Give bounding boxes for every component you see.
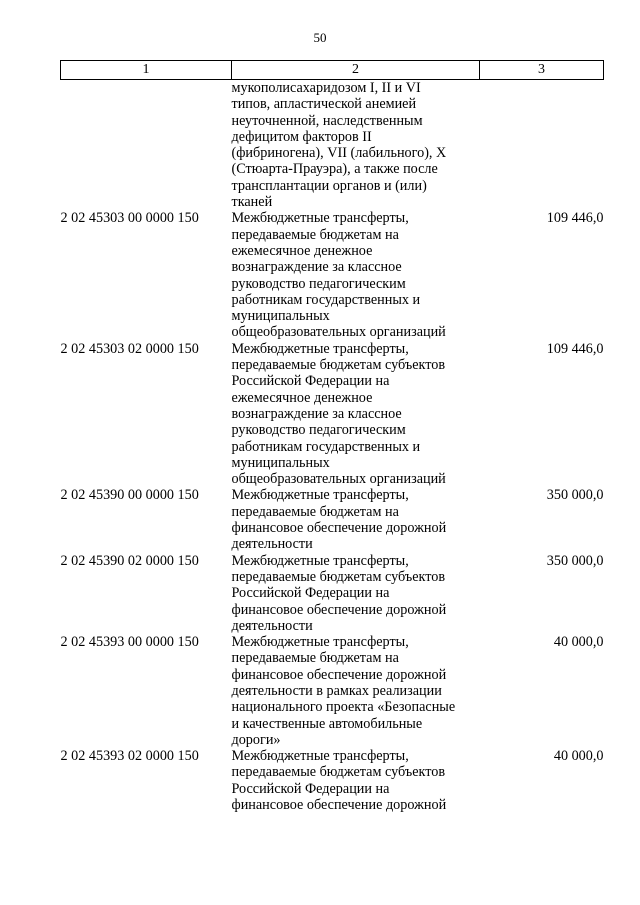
table-row (61, 553, 604, 634)
amount-cell: 40 000,0 (553, 748, 604, 765)
description-line: Межбюджетные трансферты, (231, 634, 409, 651)
description-line: Межбюджетные трансферты, (231, 748, 409, 765)
description-line: дефицитом факторов II (231, 128, 372, 145)
description-line: дороги» (231, 731, 281, 748)
description-line: передаваемые бюджетам на (231, 226, 399, 243)
description-line: работникам государственных и (231, 291, 421, 308)
page-number: 50 (313, 30, 327, 45)
description-line: деятельности в рамках реализации (231, 682, 442, 699)
description-line: муниципальных (231, 454, 330, 471)
amount-cell (480, 80, 604, 211)
table-row (61, 341, 604, 488)
description-cell (232, 487, 480, 552)
description-line: типов, апластической анемией (231, 96, 417, 113)
description-cell (232, 341, 480, 488)
budget-code-cell: 2 02 45303 00 0000 150 (60, 210, 199, 227)
description-line: Межбюджетные трансферты, (231, 487, 409, 504)
description-line: общеобразовательных организаций (231, 324, 446, 341)
description-line: передаваемые бюджетам субъектов (231, 764, 446, 781)
description-line: и качественные автомобильные (231, 715, 423, 732)
budget-code-cell: 2 02 45303 02 0000 150 (60, 340, 199, 357)
description-line: ежемесячное денежное (231, 389, 373, 406)
description-line: деятельности (231, 617, 313, 634)
budget-code-cell: 2 02 45393 02 0000 150 (60, 748, 199, 765)
description-line: (фибриногена), VII (лабильного), X (231, 145, 447, 162)
description-cell (232, 80, 480, 211)
description-line: Российской Федерации на (231, 585, 390, 602)
description-cell (232, 748, 480, 813)
budget-table (60, 60, 604, 813)
amount-cell: 350 000,0 (546, 552, 604, 569)
description-line: вознаграждение за классное (231, 259, 402, 276)
table-row (61, 487, 604, 552)
description-line: работникам государственных и (231, 438, 421, 455)
budget-code-cell: 2 02 45390 00 0000 150 (60, 487, 199, 504)
description-line: передаваемые бюджетам на (231, 650, 399, 667)
description-line: передаваемые бюджетам субъектов (231, 357, 446, 374)
amount-cell: 40 000,0 (553, 634, 604, 651)
description-line: Межбюджетные трансферты, (231, 210, 409, 227)
description-line: финансовое обеспечение дорожной (231, 666, 447, 683)
description-line: Межбюджетные трансферты, (231, 340, 409, 357)
table-row (61, 80, 604, 211)
column-header-3: 3 (480, 61, 604, 80)
description-line: руководство педагогическим (231, 422, 406, 439)
table-header-row (61, 61, 604, 80)
description-line: Межбюджетные трансферты, (231, 552, 409, 569)
amount-cell: 350 000,0 (546, 487, 604, 504)
description-line: ежемесячное денежное (231, 242, 373, 259)
description-line: тканей (231, 194, 273, 211)
description-line: руководство педагогическим (231, 275, 406, 292)
description-line: деятельности (231, 536, 313, 553)
amount-cell: 109 446,0 (546, 210, 604, 227)
table-row (61, 210, 604, 340)
description-line: трансплантации органов и (или) (231, 177, 427, 194)
description-cell (232, 634, 480, 748)
column-header-1: 1 (61, 61, 232, 80)
description-line: муниципальных (231, 308, 330, 325)
description-line: финансовое обеспечение дорожной (231, 520, 447, 537)
description-line: национального проекта «Безопасные (231, 699, 456, 716)
budget-code-cell (61, 80, 232, 211)
table-row (61, 748, 604, 813)
description-line: вознаграждение за классное (231, 405, 402, 422)
description-line: передаваемые бюджетам на (231, 503, 399, 520)
table-body (61, 80, 604, 814)
description-cell (232, 210, 480, 340)
description-line: финансовое обеспечение дорожной (231, 797, 447, 814)
description-line: финансовое обеспечение дорожной (231, 601, 447, 618)
description-line: мукополисахаридозом I, II и VI (231, 80, 421, 96)
description-line: неуточненной, наследственным (231, 112, 423, 129)
description-line: общеобразовательных организаций (231, 471, 446, 488)
description-line: Российской Федерации на (231, 780, 390, 797)
description-line: передаваемые бюджетам субъектов (231, 568, 446, 585)
budget-code-cell: 2 02 45393 00 0000 150 (60, 634, 199, 651)
budget-code-cell: 2 02 45390 02 0000 150 (60, 552, 199, 569)
description-line: (Стюарта-Прауэра), а также после (231, 161, 438, 178)
description-cell (232, 553, 480, 634)
column-header-2: 2 (232, 61, 480, 80)
amount-cell: 109 446,0 (546, 340, 604, 357)
table-row (61, 634, 604, 748)
description-line: Российской Федерации на (231, 373, 390, 390)
